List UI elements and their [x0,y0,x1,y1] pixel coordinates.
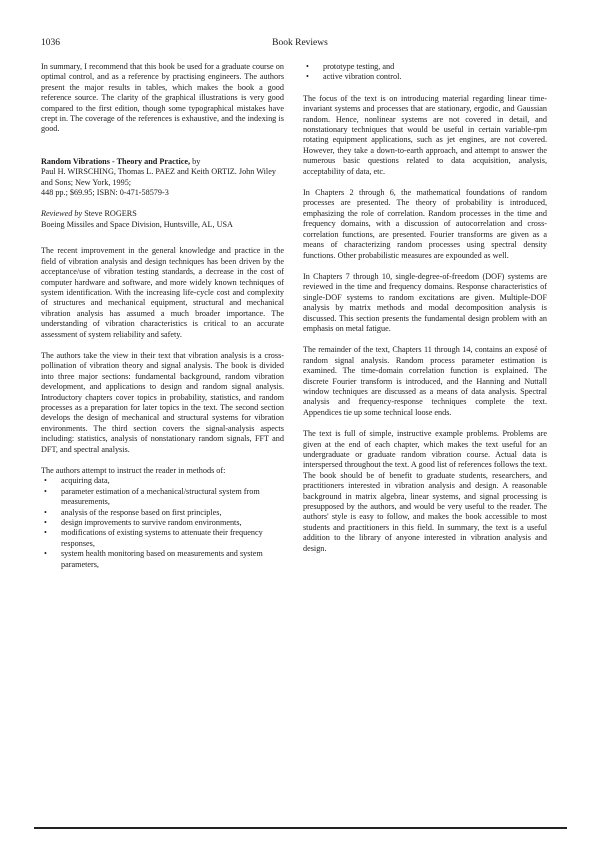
right-column [303,62,547,565]
list-item: • design improvements to survive random environments, [41,518,284,528]
running-head: Book Reviews [272,38,328,48]
review-citation [41,157,284,199]
reviewer-line [41,209,284,219]
list-item: • active vibration control. [303,72,547,82]
list-item: • analysis of the response based on first principles, [41,508,284,518]
review-pub-details: 448 pp.; $69.95; ISBN: 0-471-58579-3 [41,188,169,198]
methods-list-continued [303,62,547,83]
body-paragraph: The recent improvement in the general knowledge and practice in the field of vibration analysis and design techniques has been driven by the acceptance/use of vibration testing standards, a decrease in the cost of computer hardware and software, and more widely known techniques of system identification. With the increasing life-cycle cost and complexity of structures and mechanical equipment, structural and mechanical vibration analysis has assumed a much broader importance. The understanding of vibration characteristics is critical to an accurate assessment of system reliability and safety. [41,246,284,339]
list-item: • system health monitoring based on measurements and system parameters, [41,549,284,570]
bottom-rule [34,827,567,829]
methods-list [41,476,284,570]
body-paragraph: The authors attempt to instruct the reader in methods of: [41,466,226,475]
reviewed-by-label: Reviewed by [41,209,83,219]
reviewer-affiliation: Boeing Missiles and Space Division, Huntsville, AL, USA [41,219,233,229]
left-column [41,62,284,581]
list-item: • modifications of existing systems to attenuate their frequency responses, [41,528,284,549]
list-item: • prototype testing, and [303,62,547,72]
intro-paragraph: In summary, I recommend that this book be used for a graduate course on optimal control, and as a reference by practising engineers. The authors present the major results in tables, which makes the book a good reference source. The clarity of the graphical illustrations is very good compared to the first edition, though some typographical mistakes have crept in. The coverage of the references is exhaustive, and the indexing is good. [41,62,284,134]
body-paragraph: In Chapters 2 through 6, the mathematical foundations of random processes are presented. The theory of probability is introduced, emphasizing the role of correlation. Random processes in the time and frequency domains, with a discussion of autocorrelation and cross-correlation functions, are presented. Fourier transforms are given as a means of characterizing random processes using spectral density functions. Other probabilistic measures are expounded as well. [303,188,547,260]
body-paragraph: The remainder of the text, Chapters 11 through 14, contains an exposé of random signal analysis. Random process parameter estimation is examined. The time-domain correlation function is explained. The discrete Fourier transform is introduced, and the Hanning and Nuttall window techniques are discussed as a means of data analysis. Spectral analysis and frequency-response techniques complete the text. Appendices tie up some technical loose ends. [303,345,547,417]
list-item: • parameter estimation of a mechanical/structural system from measurements, [41,487,284,508]
page-number: 1036 [41,38,60,48]
body-paragraph: The text is full of simple, instructive example problems. Problems are given at the end of each chapter, which makes the text useful for an undergraduate or graduate random vibration course. Actual data is interspersed throughout the text. A good list of references follows the text. The book should be of benefit to graduate students, researchers, and practitioners interested in vibration analysis and design. A reasonable background in matrix algebra, linear systems, and signal processing is presupposed by the authors, and would be very useful to the reader. The authors' style is easy to follow, and makes the book accessible to most students and practitioners in this field. In summary, the text is a useful addition to the library of anyone interested in vibration analysis and design. [303,429,547,553]
list-item: • acquiring data, [41,476,284,486]
review-title-by: by [190,156,201,166]
reviewer-block [41,209,284,230]
body-paragraph: The authors take the view in their text that vibration analysis is a cross-pollination of vibration theory and signal analysis. The book is divided into three major sections: fundamental background, random vibration development, and applications to design and random signal analysis. Introductory chapters cover topics in probability, statistics, and random processes as a preparation for later topics in the text. The second section develops the design of mechanical and structural systems for vibration environments. The third section covers the signal-analysis aspects including: statistics, analysis of nonstationary random signals, FFT and DFT, and spectral analysis. [41,350,284,454]
review-heading [41,157,284,167]
body-paragraph: The focus of the text is on introducing material regarding linear time-invariant systems and processes that are stationary, ergodic, and Gaussian random. Hence, nonlinear systems are not covered in detail, and nonstationary techniques that would be useful in certain variable-rpm rotating equipment applications, such as jet engines, are not covered. However, they take a down-to-earth approach, and attempt to answer the numerous basic questions related to data acquisition, analysis, acceptability of data, etc. [303,93,547,176]
reviewer-name: Steve ROGERS [82,209,137,219]
body-paragraph: In Chapters 7 through 10, single-degree-of-freedom (DOF) systems are reviewed in the time and frequency domains. Response characteristics of single-DOF systems to random excitations are given. Multiple-DOF analysis by matrix methods and modal decomposition analysis is discussed. This section presents the fundamental design problem with an emphasis on metal fatigue. [303,271,547,333]
review-authors: Paul H. WIRSCHING, Thomas L. PAEZ and Keith ORTIZ. John Wiley and Sons; New York, 1995; [41,167,276,187]
review-title: Random Vibrations - Theory and Practice, [41,156,191,166]
